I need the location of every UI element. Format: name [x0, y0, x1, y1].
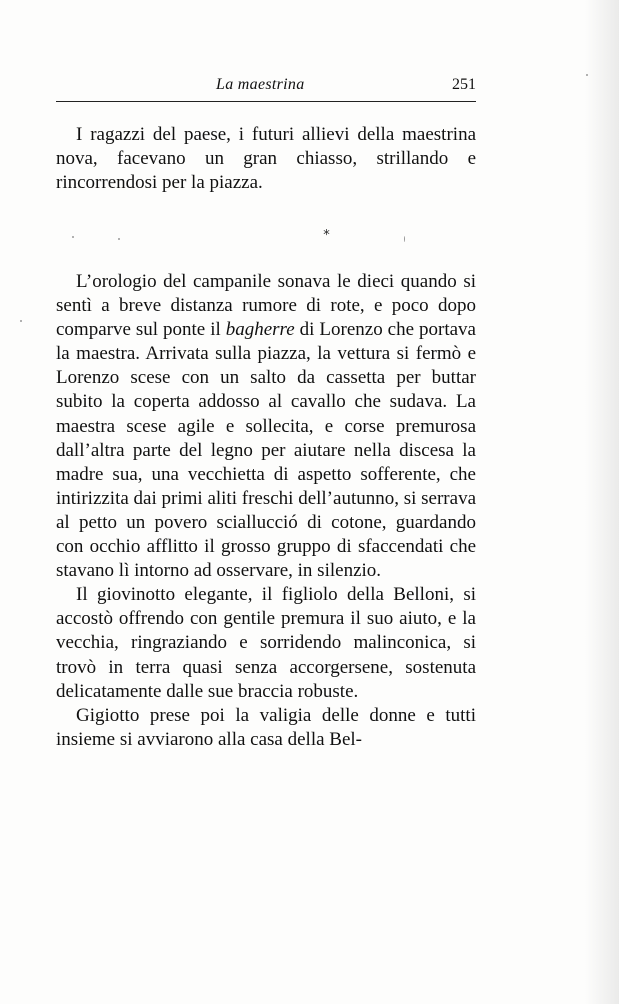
paragraph: Il giovinotto elegante, il figliolo della Belloni, si accostò offrendo con gentile premura il suo aiuto, e la vecchia, ringraziando e sorridendo malinconica, si trovò in terra quasi senza accorgersene, sostenuta delicatamente dalle sue braccia robuste. [56, 584, 476, 702]
page-number: 251 [452, 76, 476, 93]
text-block-main [56, 270, 476, 752]
paper-speck [118, 238, 120, 240]
paragraph-italic-word: bagherre [225, 319, 295, 341]
page-edge-shadow [585, 0, 619, 1004]
header-rule [56, 101, 476, 102]
paper-speck [20, 320, 22, 322]
paragraph-text: di Lorenzo che portava la maestra. Arrivata sulla piazza, la vettura si fermò e Lorenzo scese con un salto da cassetta per buttar subito la coperta addosso al cavallo che sudava. La maestra scese agile e sollecita, e corse premurosa dall’altra parte del legno per aiutare nella discesa la madre sua, una vecchietta di aspetto sofferente, che intirizzita dai primi aliti freschi dell’autunno, si serrava al petto un povero sciallucció di cotone, guardando con occhio afflitto il grosso gruppo di sfaccendati che stavano lì intorno ad osservare, in silenzio. [56, 319, 476, 582]
paragraph-text: L’orologio del campanile sonava le dieci quando si sentì a breve distanza rumore di rote, e poco dopo comparve sul ponte il [56, 271, 476, 341]
asterisk-ornament: * [323, 228, 330, 243]
paragraph [56, 270, 476, 583]
page-header [56, 70, 476, 102]
paragraph: I ragazzi del paese, i futuri allievi della maestrina nova, facevano un gran chiasso, strillando e rincorrendosi per la piazza. [56, 124, 476, 194]
running-title: La maestrina [216, 76, 305, 93]
text-block-top [56, 123, 476, 195]
paragraph: Gigiotto prese poi la valigia delle donne e tutti insieme si avviarono alla casa della Bel- [56, 704, 476, 750]
paper-speck [72, 236, 74, 238]
section-separator [0, 228, 619, 243]
paper-speck [404, 236, 405, 242]
